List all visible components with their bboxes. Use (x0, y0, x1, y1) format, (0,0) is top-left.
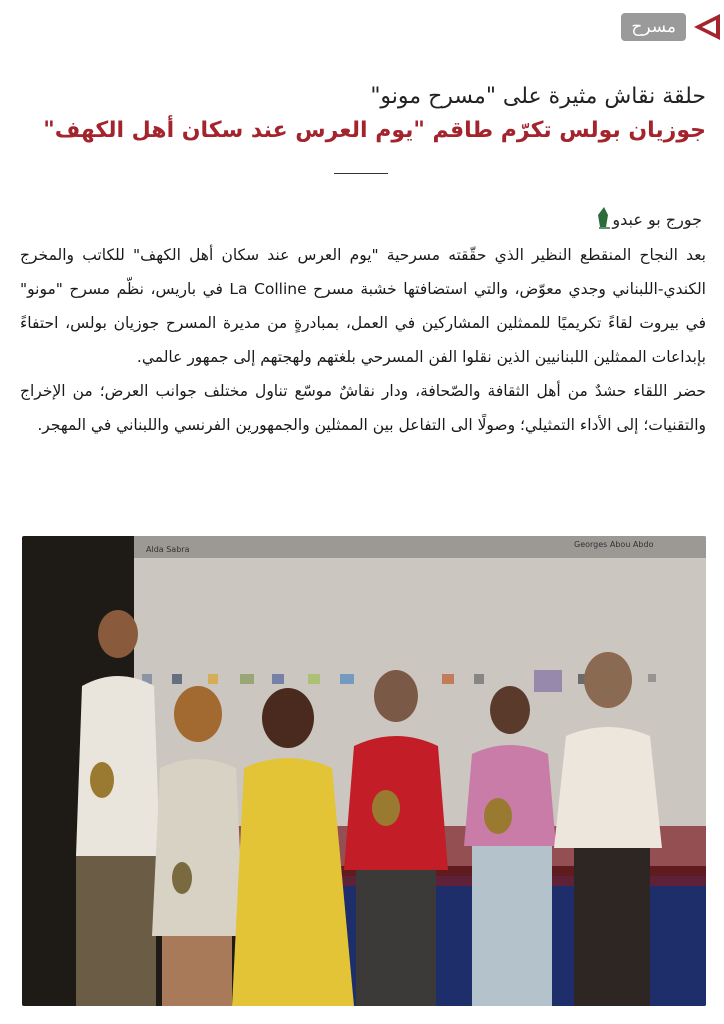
headline-kicker: حلقة نقاش مثيرة على "مسرح مونو" (370, 84, 706, 109)
section-tag[interactable] (621, 12, 724, 42)
divider (334, 173, 388, 174)
pen-icon (596, 205, 612, 233)
screen-label-right: Georges Abou Abdo (574, 540, 654, 549)
author-name: جورج بو عبدو (612, 209, 702, 229)
article-paragraph: حضر اللقاء حشدٌ من أهل الثقافة والصّحافة، ودار نقاشٌ موسّع تناول مختلف جوانب العرض؛ من الإخراج والتقنيات؛ إلى الأداء التمثيلي؛ وصولًا الى التفاعل بين الممثلين والجمهورين الفرنسي واللبناني في المهجر. (20, 382, 706, 434)
section-label: مسرح (621, 13, 686, 41)
headline-title: جوزيان بولس تكرّم طاقم "يوم العرس عند سكان أهل الكهف" (43, 118, 706, 143)
screen-label-left: Alda Sabra (146, 545, 190, 554)
article-paragraph: بعد النجاح المنقطع النظير الذي حقّقته مسرحية "يوم العرس عند سكان أهل الكهف" للكاتب والمخرج الكندي-اللبناني وجدي معوّض، والتي استضافتها خشبة مسرح La Colline في باريس، نظّم مسرح "مونو" في بيروت لقاءً تكريميًا للممثلين المشاركين في العمل، بمبادرةٍ من مديرة المسرح جوزيان بولس، احتفاءً بإبداعات الممثلين اللبنانيين الذين نقلوا الفن المسرحي بلغتهم ولهجتهم إلى جمهور عالمي. (20, 246, 706, 366)
headline (18, 80, 706, 148)
author-byline[interactable] (596, 205, 706, 233)
play-arrow-icon (690, 12, 724, 42)
article-body (20, 238, 706, 442)
event-photo (22, 536, 706, 1006)
